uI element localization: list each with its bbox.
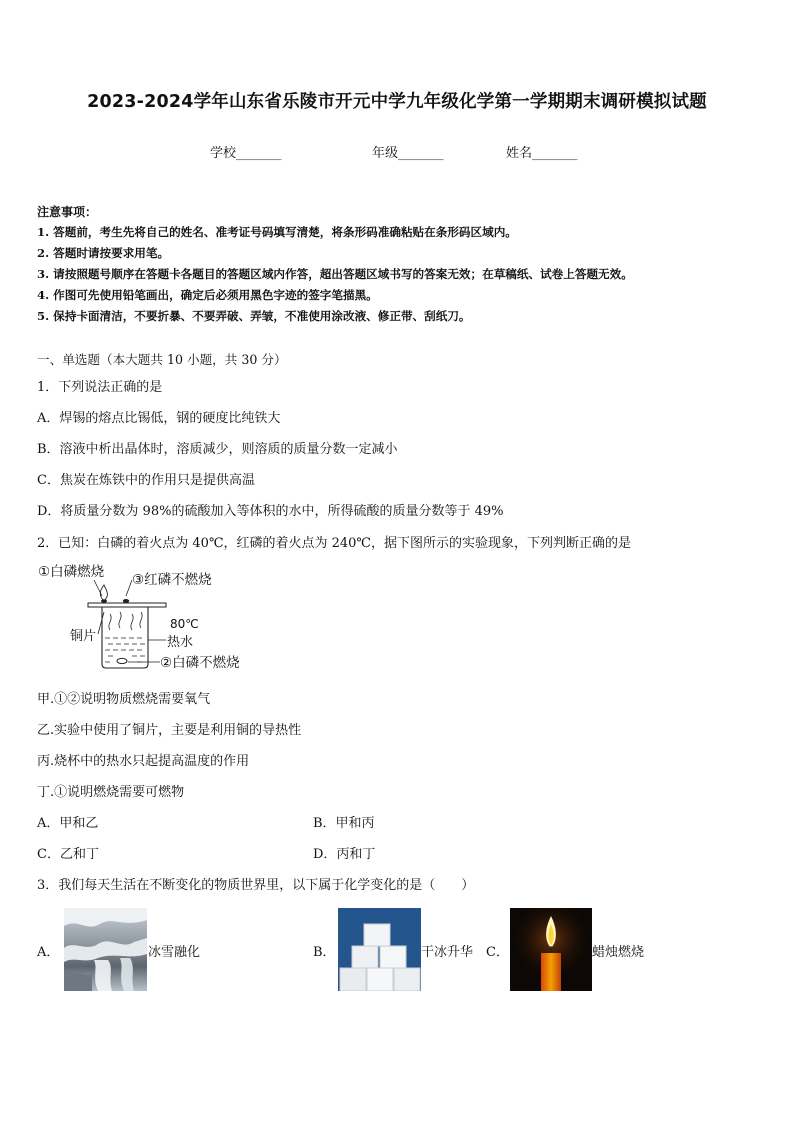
notice-item: 3. 请按照题号顺序在答题卡各题目的答题区域内作答，超出答题区域书写的答案无效；在草稿纸、试卷上答题无效。 — [37, 267, 633, 281]
underwater-phosphorus — [117, 658, 127, 663]
q2-statement: 甲.①②说明物质燃烧需要氧气 — [37, 692, 211, 707]
q3-option-c-caption: 蜡烛燃烧 — [592, 945, 645, 960]
q2-statement: 丁.①说明燃烧需要可燃物 — [37, 785, 185, 800]
copper-plate — [88, 603, 166, 607]
section-heading: 一、单选题（本大题共 10 小题，共 30 分） — [37, 352, 287, 367]
hot-water-label: 热水 — [167, 635, 194, 650]
q2-option-c: C．乙和丁 — [37, 847, 99, 862]
white-phosphorus-dot — [101, 599, 107, 603]
grade-field: 年级_______ — [372, 146, 444, 161]
label-red-phosphorus-not-burning: ③红磷不燃烧 — [132, 572, 212, 588]
question-3-stem: 3．我们每天生活在不断变化的物质世界里，以下属于化学变化的是（ ） — [37, 878, 475, 893]
temperature-label: 80℃ — [170, 617, 199, 631]
q2-statement: 乙.实验中使用了铜片，主要是利用铜的导热性 — [37, 723, 302, 738]
question-1-stem: 1．下列说法正确的是 — [37, 380, 163, 395]
name-field: 姓名_______ — [506, 146, 578, 161]
question-2-stem: 2．已知：白磷的着火点为 40℃，红磷的着火点为 240℃，据下图所示的实验现象，下列判断正确的是 — [37, 536, 631, 551]
dry-ice-image — [338, 908, 421, 991]
notice-heading: 注意事项： — [37, 205, 98, 219]
q1-option-a: A．焊锡的熔点比锡低，钢的硬度比纯铁大 — [37, 411, 281, 426]
melting-snow-image — [64, 908, 147, 991]
notice-item: 2. 答题时请按要求用笔。 — [37, 246, 170, 260]
q3-option-a-letter: A． — [37, 945, 60, 960]
notice-item: 5. 保持卡面清洁，不要折暴、不要弄破、弄皱，不准使用涂改液、修正带、刮纸刀。 — [37, 309, 471, 323]
copper-label: 铜片 — [70, 629, 97, 644]
q3-option-b-caption: 干冰升华 — [421, 945, 474, 960]
q3-option-b-letter: B． — [313, 945, 336, 960]
combustion-experiment-diagram — [36, 560, 266, 678]
q3-option-a-caption: 冰雪融化 — [148, 945, 201, 960]
q2-option-b: B．甲和丙 — [313, 816, 375, 831]
label-submerged-not-burning: ②白磷不燃烧 — [160, 655, 240, 671]
notice-item: 1. 答题前，考生先将自己的姓名、准考证号码填写清楚，将条形码准确粘贴在条形码区域内。 — [37, 225, 517, 239]
q1-option-c: C．焦炭在炼铁中的作用只是提供高温 — [37, 473, 255, 488]
q2-statement: 丙.烧杯中的热水只起提高温度的作用 — [37, 754, 250, 769]
burning-candle-image — [510, 908, 592, 991]
q1-option-d: D．将质量分数为 98%的硫酸加入等体积的水中，所得硫酸的质量分数等于 49% — [37, 504, 504, 519]
page-title: 2023-2024学年山东省乐陵市开元中学九年级化学第一学期期末调研模拟试题 — [87, 92, 707, 112]
flame-icon — [100, 585, 107, 600]
q1-option-b: B．溶液中析出晶体时，溶质减少，则溶质的质量分数一定减小 — [37, 442, 398, 457]
school-field: 学校_______ — [210, 146, 282, 161]
q2-option-d: D．丙和丁 — [313, 847, 376, 862]
red-phosphorus-dot — [123, 599, 129, 603]
q2-option-a: A．甲和乙 — [37, 816, 99, 831]
label-white-phosphorus-burning: ①白磷燃烧 — [38, 564, 105, 580]
notice-item: 4. 作图可先使用铅笔画出，确定后必须用黑色字迹的签字笔描黑。 — [37, 288, 378, 302]
q3-option-c-letter: C． — [486, 945, 509, 960]
